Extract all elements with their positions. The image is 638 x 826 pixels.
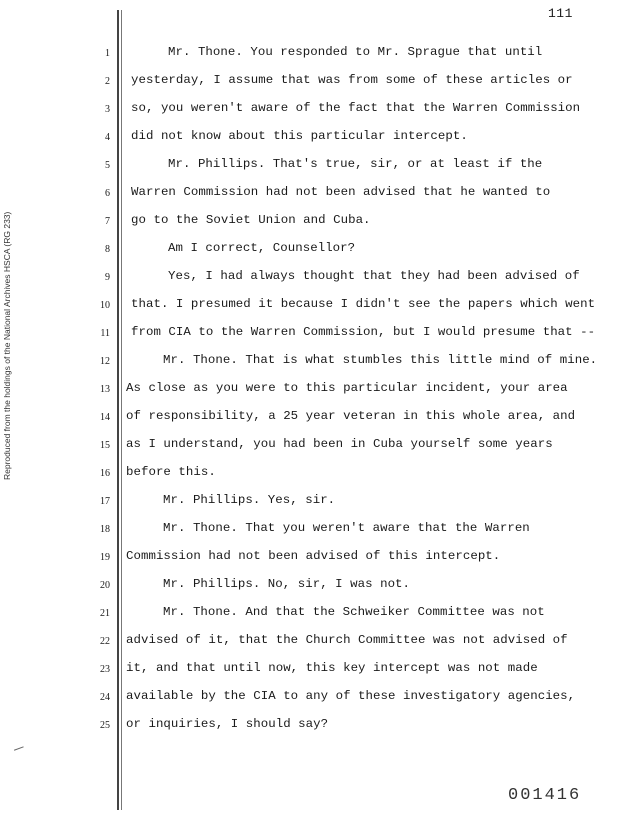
transcript-line <box>0 213 638 233</box>
line-number: 12 <box>100 356 110 367</box>
line-number: 21 <box>100 608 110 619</box>
line-text: Yes, I had always thought that they had been advised of <box>168 269 580 283</box>
line-text: Mr. Phillips. No, sir, I was not. <box>163 577 411 591</box>
line-number: 17 <box>100 496 110 507</box>
line-number: 22 <box>100 636 110 647</box>
line-text: or inquiries, I should say? <box>126 717 329 731</box>
line-number: 10 <box>100 300 110 311</box>
line-number: 2 <box>105 76 110 87</box>
line-number: 23 <box>100 664 110 675</box>
transcript-line <box>0 409 638 429</box>
transcript-line <box>0 353 638 373</box>
transcript-line <box>0 717 638 737</box>
transcript-line <box>0 45 638 65</box>
transcript-line <box>0 73 638 93</box>
line-text: Mr. Phillips. Yes, sir. <box>163 493 336 507</box>
line-number: 15 <box>100 440 110 451</box>
line-text: did not know about this particular intercept. <box>131 129 468 143</box>
line-text: so, you weren't aware of the fact that the Warren Commission <box>131 101 581 115</box>
transcript-line <box>0 465 638 485</box>
line-text: as I understand, you had been in Cuba yourself some years <box>126 437 553 451</box>
line-text: from CIA to the Warren Commission, but I would presume that -- <box>131 325 596 339</box>
transcript-line <box>0 661 638 681</box>
line-text: it, and that until now, this key intercept was not made <box>126 661 538 675</box>
line-text: Am I correct, Counsellor? <box>168 241 356 255</box>
line-text: yesterday, I assume that was from some of these articles or <box>131 73 573 87</box>
transcript-line <box>0 549 638 569</box>
page-number: 111 <box>548 6 573 21</box>
line-number: 7 <box>105 216 110 227</box>
line-text: before this. <box>126 465 216 479</box>
line-number: 6 <box>105 188 110 199</box>
transcript-line <box>0 577 638 597</box>
line-number: 19 <box>100 552 110 563</box>
transcript-line <box>0 241 638 261</box>
line-text: advised of it, that the Church Committee was not advised of <box>126 633 568 647</box>
line-number: 1 <box>105 48 110 59</box>
transcript-line <box>0 269 638 289</box>
transcript-line <box>0 325 638 345</box>
transcript-line <box>0 493 638 513</box>
line-text: Mr. Phillips. That's true, sir, or at least if the <box>168 157 543 171</box>
line-number: 25 <box>100 720 110 731</box>
line-number: 14 <box>100 412 110 423</box>
archive-side-note: Reproduced from the holdings of the National Archives HSCA (RG 233) <box>2 211 12 480</box>
line-number: 8 <box>105 244 110 255</box>
line-text: that. I presumed it because I didn't see the papers which went <box>131 297 596 311</box>
line-text: Commission had not been advised of this intercept. <box>126 549 501 563</box>
line-text: Mr. Thone. That you weren't aware that the Warren <box>163 521 530 535</box>
line-text: Mr. Thone. You responded to Mr. Sprague that until <box>168 45 543 59</box>
transcript-line <box>0 157 638 177</box>
transcript-line <box>0 437 638 457</box>
transcript-line <box>0 297 638 317</box>
line-number: 9 <box>105 272 110 283</box>
margin-mark <box>14 746 24 751</box>
document-stamp: 001416 <box>508 786 582 805</box>
line-number: 20 <box>100 580 110 591</box>
line-number: 11 <box>100 328 110 339</box>
transcript-line <box>0 605 638 625</box>
line-text: available by the CIA to any of these investigatory agencies, <box>126 689 576 703</box>
line-number: 5 <box>105 160 110 171</box>
line-text: As close as you were to this particular incident, your area <box>126 381 568 395</box>
line-number: 16 <box>100 468 110 479</box>
line-number: 4 <box>105 132 110 143</box>
line-number: 3 <box>105 104 110 115</box>
line-number: 13 <box>100 384 110 395</box>
line-text: of responsibility, a 25 year veteran in this whole area, and <box>126 409 576 423</box>
line-text: Mr. Thone. And that the Schweiker Committee was not <box>163 605 545 619</box>
transcript-line <box>0 129 638 149</box>
line-number: 18 <box>100 524 110 535</box>
transcript-line <box>0 521 638 541</box>
transcript-line <box>0 185 638 205</box>
line-number: 24 <box>100 692 110 703</box>
transcript-line <box>0 633 638 653</box>
line-text: Warren Commission had not been advised that he wanted to <box>131 185 551 199</box>
transcript-line <box>0 381 638 401</box>
line-text: go to the Soviet Union and Cuba. <box>131 213 371 227</box>
transcript-line <box>0 689 638 709</box>
transcript-line <box>0 101 638 121</box>
line-text: Mr. Thone. That is what stumbles this little mind of mine. <box>163 353 598 367</box>
